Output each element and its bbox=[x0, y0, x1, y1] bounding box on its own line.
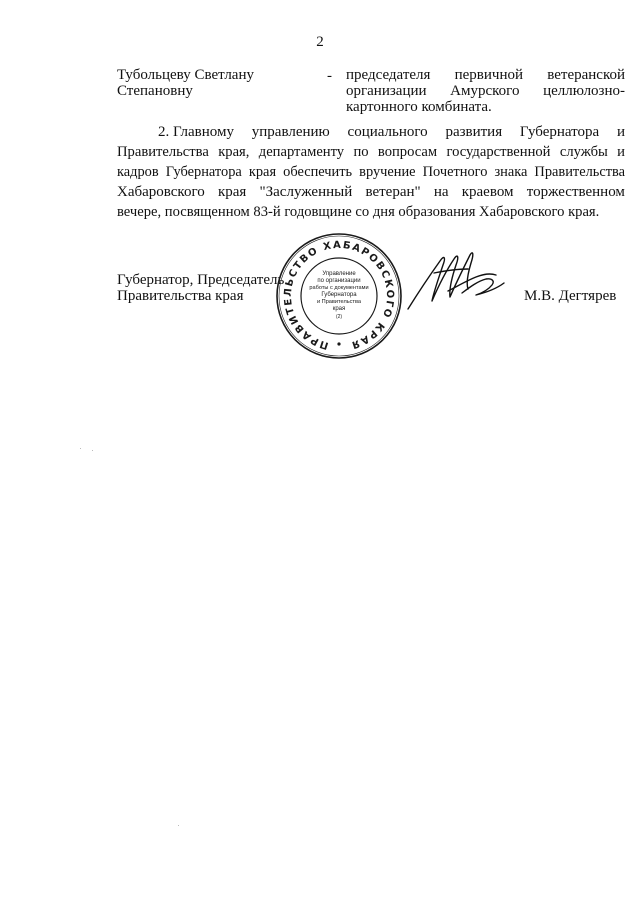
recipient-position-line1 bbox=[346, 67, 625, 83]
paragraph-word: края bbox=[217, 184, 247, 200]
paragraph-word: краевом bbox=[461, 184, 514, 200]
recipient-dash: - bbox=[327, 68, 332, 84]
recipient-name-line1: Тубольцеву Светлану bbox=[117, 67, 254, 83]
recipient-position-line2 bbox=[346, 83, 625, 99]
paragraph-word: на bbox=[433, 184, 449, 200]
svg-text:работы с документами: работы с документами bbox=[309, 285, 369, 291]
svg-text:Управление: Управление bbox=[322, 271, 356, 277]
paragraph-word: торжественном bbox=[526, 184, 625, 200]
paragraph-2-line1 bbox=[158, 124, 625, 140]
scan-speck bbox=[80, 448, 81, 449]
paragraph-word: развития bbox=[445, 124, 503, 140]
recipient-position-line3: картонного комбината. bbox=[346, 99, 492, 115]
scan-speck bbox=[92, 450, 93, 451]
position-word: целлюлозно- bbox=[543, 83, 625, 99]
position-word: ветеранской bbox=[547, 67, 625, 83]
svg-text:(2): (2) bbox=[335, 314, 343, 320]
position-word: председателя bbox=[346, 67, 431, 83]
scan-speck bbox=[178, 825, 179, 826]
svg-text:и Правительства: и Правительства bbox=[317, 299, 361, 305]
paragraph-2-line4 bbox=[117, 184, 625, 200]
paragraph-2-line5: вечере, посвященном 83-й годовщине со дня образования Хабаровского края. bbox=[117, 204, 600, 220]
paragraph-word: 2. Главному bbox=[158, 124, 235, 140]
paragraph-word: социального bbox=[347, 124, 428, 140]
position-word: Амурского bbox=[450, 83, 520, 99]
paragraph-word: Хабаровского bbox=[117, 184, 205, 200]
official-stamp-icon bbox=[275, 232, 403, 360]
paragraph-2-line2: Правительства края, департаменту по вопросам государственной службы и bbox=[117, 144, 625, 160]
recipient-name-line2: Степановну bbox=[117, 83, 193, 99]
paragraph-word: "Заслуженный bbox=[259, 184, 353, 200]
svg-text:по организации: по организации bbox=[317, 278, 361, 284]
svg-text:Губернатора: Губернатора bbox=[321, 292, 357, 298]
page-number: 2 bbox=[316, 34, 324, 50]
signer-title-line1: Губернатор, Председатель bbox=[117, 272, 285, 288]
position-word: организации bbox=[346, 83, 427, 99]
paragraph-word: управлению bbox=[251, 124, 330, 140]
signer-title-line2: Правительства края bbox=[117, 288, 244, 304]
svg-text:ПРАВИТЕЛЬСТВО ХАБАРОВСКОГО КРА: ПРАВИТЕЛЬСТВО ХАБАРОВСКОГО КРАЯ bbox=[282, 239, 396, 351]
paragraph-2-line3: кадров Губернатора края обеспечить вручение Почетного знака Правительства bbox=[117, 164, 625, 180]
handwritten-signature-icon bbox=[404, 243, 508, 315]
signer-name: М.В. Дегтярев bbox=[524, 288, 617, 304]
svg-text:края: края bbox=[332, 306, 346, 312]
paragraph-word: ветеран" bbox=[365, 184, 421, 200]
paragraph-word: и bbox=[616, 124, 625, 140]
position-word: первичной bbox=[454, 67, 524, 83]
paragraph-word: Губернатора bbox=[519, 124, 600, 140]
